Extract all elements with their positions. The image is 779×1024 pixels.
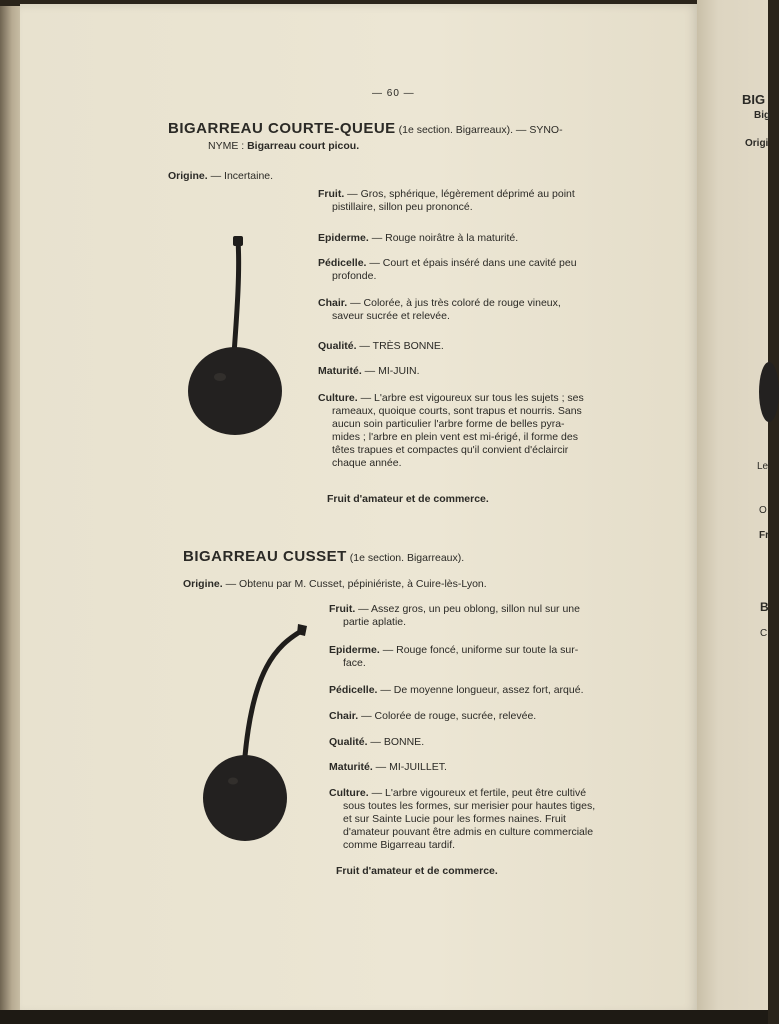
entry-line: — L'arbre est vigoureux sur tous les sujets ; ses [357,392,584,404]
section1-origin [168,170,273,184]
entry-line: — De moyenne longueur, assez fort, arqué. [377,684,584,696]
entry-line: face. [343,657,366,669]
entry-line: sous toutes les formes, sur merisier pour hautes tiges, [343,800,596,812]
entry-label: Fruit. [329,603,356,615]
entry-line: — Colorée, à jus très coloré de rouge vineux, [347,297,561,309]
entry-line: — Rouge foncé, uniforme sur toute la sur- [379,644,579,656]
entry-label: Maturité. [318,365,362,377]
section2-entry [329,710,639,723]
entry-line: profonde. [332,270,377,282]
section2-footer: Fruit d'amateur et de commerce. [336,865,498,877]
section2-heading [183,548,653,566]
left-page [20,4,700,1014]
section2-title: BIGARREAU CUSSET [183,548,347,565]
right-page-fragment: B [760,600,769,614]
section1-synonym-line [208,140,359,154]
cherry-illustration-courte-queue [180,232,290,437]
section1-title-suffix: (1e section. Bigarreaux). — SYNO- [395,124,563,136]
section1-entry [318,365,628,378]
section1-origin-label: Origine. [168,170,208,182]
section1-heading [168,120,638,138]
section1-entry [318,232,628,245]
section1-origin-text: — Incertaine. [207,170,274,182]
section1-entry [318,257,628,283]
section1-entry [318,340,628,353]
right-page [697,0,771,1024]
section2-origin [183,578,487,592]
right-page-fragment: C [760,628,768,639]
section1-synonym: Bigarreau court picou. [247,140,360,152]
entry-line: saveur sucrée et relevée. [332,310,450,322]
entry-line: pistillaire, sillon peu prononcé. [332,201,473,213]
right-page-fragment: BIG [742,92,766,107]
section2-entry [329,644,639,670]
right-page-fragment: Fr [759,530,769,541]
section2-entry [329,761,639,774]
section1-title: BIGARREAU COURTE-QUEUE [168,120,396,137]
section2-title-suffix: (1e section. Bigarreaux). [346,552,465,564]
entry-line: — Assez gros, un peu oblong, sillon nul sur une [355,603,580,615]
entry-label: Fruit. [318,188,345,200]
section2-entry [329,603,639,629]
entry-label: Qualité. [318,340,357,352]
section1-entry [318,188,628,214]
section2-origin-text: — Obtenu par M. Cusset, pépiniériste, à Cuire-lès-Lyon. [222,578,487,590]
entry-label: Chair. [329,710,359,722]
entry-line: — MI-JUIN. [361,365,420,377]
section1-synonym-prefix: NYME : [208,140,248,152]
entry-line: — L'arbre vigoureux et fertile, peut être cultivé [368,787,587,799]
cherry-illustration-cusset [195,616,315,846]
section1-entry [318,392,628,470]
section2-entry [329,787,639,852]
right-page-fragment: Le [757,461,769,472]
entry-label: Maturité. [329,761,373,773]
entry-label: Culture. [329,787,369,799]
entry-line: — Gros, sphérique, légèrement déprimé au point [344,188,575,200]
entry-line: — BONNE. [367,736,425,748]
entry-line: — Colorée de rouge, sucrée, relevée. [358,710,537,722]
entry-line: rameaux, quoique courts, sont trapus et nourris. Sans [332,405,582,417]
section2-entry [329,736,639,749]
section1-entry [318,297,628,323]
right-page-fragment: Big [754,110,771,121]
entry-line: aucun soin particulier l'arbre forme de belles pyra- [332,418,565,430]
right-page-fragment: O [759,505,767,516]
entry-line: — Rouge noirâtre à la maturité. [368,232,519,244]
section2-entry [329,684,639,697]
entry-line: comme Bigarreau tardif. [343,839,456,851]
bottom-shadow [0,1010,768,1024]
entry-label: Qualité. [329,736,368,748]
entry-line: d'amateur pouvant être admis en culture commerciale [343,826,594,838]
entry-label: Chair. [318,297,348,309]
right-page-fragment: Origi [745,138,769,149]
entry-label: Culture. [318,392,358,404]
section2-origin-label: Origine. [183,578,223,590]
entry-label: Epiderme. [318,232,369,244]
entry-line: — TRÈS BONNE. [356,340,444,352]
entry-line: et sur Sainte Lucie pour les formes naines. Fruit [343,813,566,825]
entry-label: Pédicelle. [318,257,367,269]
entry-line: partie aplatie. [343,616,407,628]
page-number: — 60 — [372,88,415,99]
entry-line: — Court et épais inséré dans une cavité peu [366,257,577,269]
entry-line: — MI-JUILLET. [372,761,447,773]
entry-label: Pédicelle. [329,684,378,696]
entry-line: têtes trapues et compactes qu'il convient d'éclaircir [332,444,569,456]
entry-line: mides ; l'arbre en plein vent est mi-érigé, il forme des [332,431,578,443]
entry-line: chaque année. [332,457,402,469]
entry-label: Epiderme. [329,644,380,656]
section1-footer: Fruit d'amateur et de commerce. [327,493,489,505]
right-page-cherry-fragment [759,362,779,422]
